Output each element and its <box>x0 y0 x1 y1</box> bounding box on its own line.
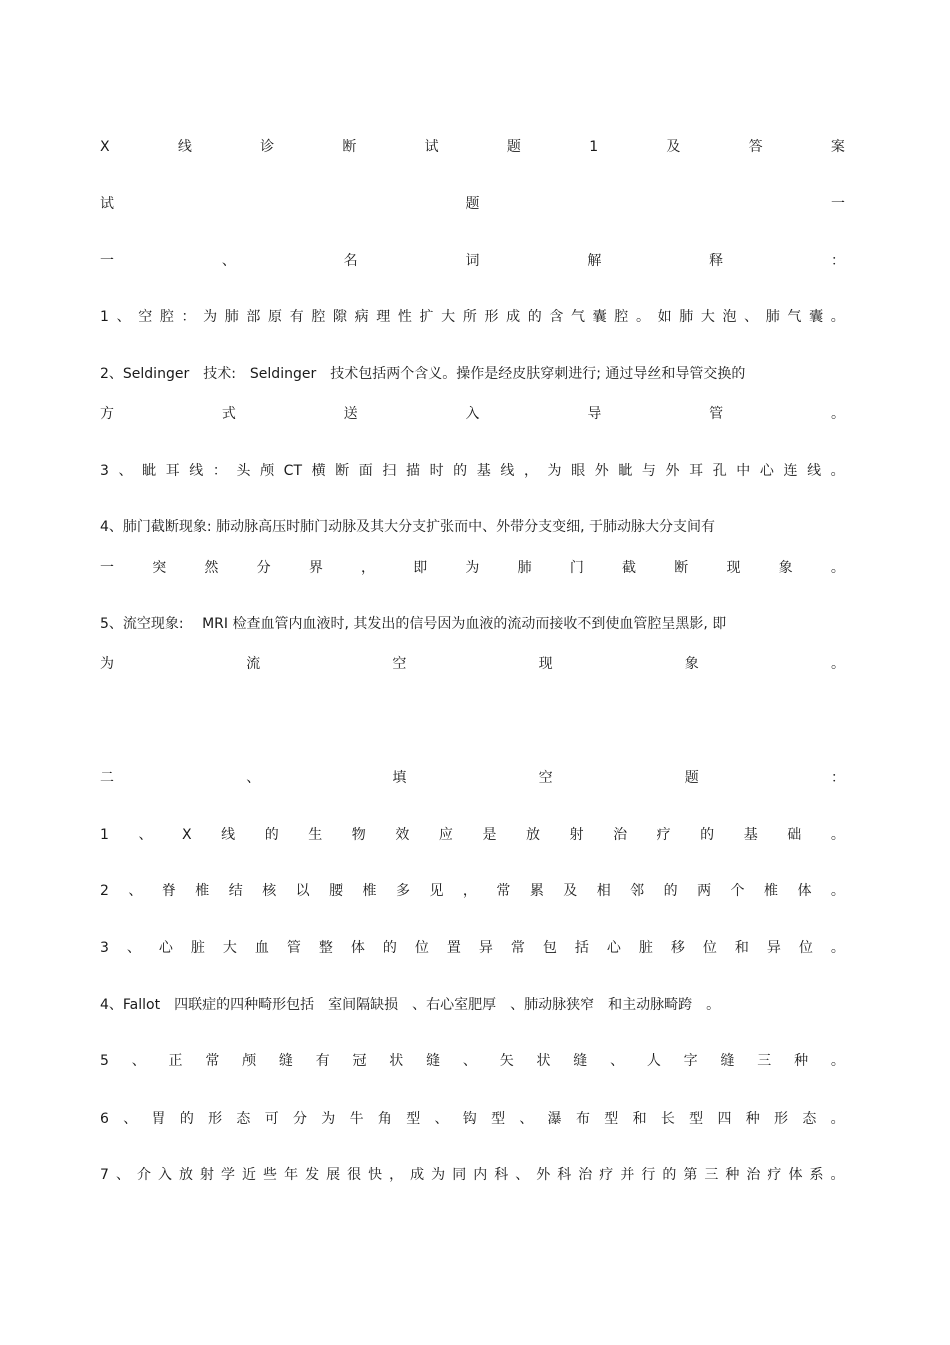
text-char: 空 <box>538 770 553 786</box>
text-char: 管 <box>709 406 724 422</box>
text-char: 核 <box>262 883 277 899</box>
text-char: 可 <box>264 1111 279 1127</box>
text-char: 础 <box>787 827 802 843</box>
text-char: 和 <box>734 940 749 956</box>
text-char: 描 <box>405 463 420 479</box>
text-char: 答 <box>748 139 763 155</box>
text-char: 的 <box>663 883 678 899</box>
text-char: 应 <box>438 827 453 843</box>
text-char: 词 <box>465 253 480 269</box>
text-char: 大 <box>700 309 715 325</box>
text-char: 为 <box>321 1111 336 1127</box>
text-char: 。 <box>830 827 845 843</box>
text-char: 界 <box>308 560 323 576</box>
text-char: 空 <box>138 309 153 325</box>
text-char: 生 <box>308 827 323 843</box>
text-char: 放 <box>525 827 540 843</box>
text-char: 种 <box>725 1167 740 1183</box>
text-char: 置 <box>446 940 461 956</box>
text-char: 射 <box>569 827 584 843</box>
text-char: 外 <box>594 463 609 479</box>
text-char: 异 <box>478 940 493 956</box>
text-char: 成 <box>410 1167 425 1183</box>
text-char: 、 <box>131 1053 146 1069</box>
fill-item-5 <box>100 1051 845 1071</box>
text-char: 脊 <box>161 883 176 899</box>
text-char: ， <box>523 463 538 479</box>
text-char: 题 <box>684 770 699 786</box>
text-char: 6 <box>100 1111 109 1127</box>
text-char: 线 <box>177 139 192 155</box>
text-char: 治 <box>578 1167 593 1183</box>
text-char: 解 <box>587 253 602 269</box>
text-char: 形 <box>774 1111 789 1127</box>
text-char: 的 <box>662 1167 677 1183</box>
text-char: 1 <box>589 139 599 155</box>
text-char: 形 <box>484 309 499 325</box>
text-char: 物 <box>351 827 366 843</box>
text-char: 科 <box>557 1167 572 1183</box>
text-char: 缝 <box>426 1053 441 1069</box>
text-char: 、 <box>128 883 143 899</box>
text-char: ， <box>389 1167 404 1183</box>
text-char: 试 <box>100 196 114 212</box>
text-char: 、 <box>434 1111 449 1127</box>
text-char: 常 <box>496 883 511 899</box>
text-char: 含 <box>549 309 564 325</box>
text-char: 椎 <box>763 883 778 899</box>
text-char: 入 <box>465 406 480 422</box>
text-char: 释 <box>709 253 724 269</box>
text-char: 原 <box>268 309 283 325</box>
text-char: 即 <box>413 560 428 576</box>
text-char: 线 <box>500 463 515 479</box>
text-char: 、 <box>221 253 236 269</box>
text-char: 缝 <box>573 1053 588 1069</box>
text-char: 、 <box>115 1167 130 1183</box>
text-char: 发 <box>305 1167 320 1183</box>
text-char: 冠 <box>352 1053 367 1069</box>
text-char: 题 <box>506 139 521 155</box>
text-char: 介 <box>136 1167 151 1183</box>
text-char: 填 <box>392 770 407 786</box>
text-char: 为 <box>547 463 562 479</box>
fill-item-7 <box>100 1165 845 1185</box>
text-char: 常 <box>510 940 525 956</box>
text-char: 体 <box>797 883 812 899</box>
text-char: 人 <box>646 1053 661 1069</box>
text-char: 型 <box>604 1111 619 1127</box>
text-char: 异 <box>766 940 781 956</box>
text-char: 心 <box>606 940 621 956</box>
text-char: 内 <box>473 1167 488 1183</box>
text-char: 效 <box>395 827 410 843</box>
text-char: 些 <box>263 1167 278 1183</box>
text-char: 矢 <box>499 1053 514 1069</box>
text-char: ： <box>830 770 845 786</box>
text-char: 为 <box>465 560 480 576</box>
text-char: 颅 <box>260 463 275 479</box>
text-char: 血 <box>254 940 269 956</box>
text-char: 、 <box>610 1053 625 1069</box>
text-char: 二 <box>100 770 114 786</box>
text-char: 和 <box>632 1111 647 1127</box>
fill-item-2 <box>100 881 845 901</box>
text-char: 个 <box>730 883 745 899</box>
text-char: 成 <box>506 309 521 325</box>
text-char: 1 <box>100 309 109 325</box>
text-char: 管 <box>286 940 301 956</box>
text-char: 射 <box>200 1167 214 1183</box>
text-char: 连 <box>783 463 798 479</box>
text-char: ： <box>212 463 227 479</box>
text-char: 的 <box>264 827 279 843</box>
text-char: 。 <box>830 406 845 422</box>
text-char: 同 <box>452 1167 467 1183</box>
doc-title <box>100 137 845 157</box>
text-char: 时 <box>429 463 444 479</box>
text-char: ， <box>361 560 376 576</box>
text-char: 一 <box>100 560 114 576</box>
text-char: 泡 <box>722 309 737 325</box>
text-char: 的 <box>179 1111 194 1127</box>
text-char: 空 <box>392 656 407 672</box>
text-char: 钩 <box>462 1111 477 1127</box>
text-char: 并 <box>620 1167 635 1183</box>
text-char: 有 <box>289 309 304 325</box>
text-char: 学 <box>221 1167 236 1183</box>
text-char: 整 <box>318 940 333 956</box>
text-char: 治 <box>613 827 628 843</box>
text-char: 腔 <box>311 309 326 325</box>
text-char: 位 <box>798 940 813 956</box>
text-char: 三 <box>757 1053 772 1069</box>
text-char: 快 <box>368 1167 383 1183</box>
text-char: 。 <box>830 656 845 672</box>
text-char: 展 <box>326 1167 341 1183</box>
text-char: 括 <box>574 940 589 956</box>
term-item-4: 4、肺门截断现象: 肺动脉高压时肺门动脉及其大分支扩张而中、外带分支变细, 于肺动脉大分支间有 <box>100 519 715 535</box>
text-char: 肺 <box>679 309 694 325</box>
text-char: 囊 <box>809 309 824 325</box>
term-item-4-cont <box>100 558 845 578</box>
text-char: 累 <box>529 883 544 899</box>
text-char: 入 <box>157 1167 172 1183</box>
text-char: 眦 <box>618 463 633 479</box>
text-char: 种 <box>745 1111 760 1127</box>
text-char: 结 <box>228 883 243 899</box>
text-char: 线 <box>807 463 822 479</box>
text-char: 头 <box>236 463 251 479</box>
text-char: X <box>182 827 192 843</box>
text-char: 放 <box>178 1167 193 1183</box>
text-char: 、 <box>515 1167 530 1183</box>
text-char: 基 <box>743 827 758 843</box>
text-char: 三 <box>704 1167 719 1183</box>
text-char: CT <box>283 463 302 479</box>
text-char: 以 <box>295 883 310 899</box>
text-char: 型 <box>406 1111 421 1127</box>
fill-item-6 <box>100 1109 845 1129</box>
text-char: 一 <box>100 253 114 269</box>
text-char: 突 <box>152 560 167 576</box>
text-char: 气 <box>571 309 586 325</box>
text-char: 腔 <box>614 309 629 325</box>
text-char: 流 <box>246 656 261 672</box>
text-char: 。 <box>830 463 845 479</box>
text-char: 外 <box>665 463 680 479</box>
text-char: 字 <box>683 1053 698 1069</box>
section2-heading <box>100 768 845 788</box>
text-char: 基 <box>476 463 491 479</box>
text-char: 肺 <box>517 560 532 576</box>
text-char: 扩 <box>419 309 434 325</box>
text-char: 门 <box>569 560 584 576</box>
text-char: 、 <box>744 309 759 325</box>
text-char: 布 <box>575 1111 590 1127</box>
text-char: 为 <box>100 656 114 672</box>
text-char: 现 <box>726 560 741 576</box>
text-char: 体 <box>350 940 365 956</box>
text-char: 邻 <box>630 883 645 899</box>
text-char: 部 <box>246 309 261 325</box>
text-char: 缝 <box>720 1053 735 1069</box>
term-item-3 <box>100 461 845 481</box>
text-char: 眼 <box>571 463 586 479</box>
text-char: ， <box>462 883 477 899</box>
text-char: 。 <box>635 309 650 325</box>
text-char: 象 <box>778 560 793 576</box>
term-item-1 <box>100 307 845 327</box>
text-char: 形 <box>208 1111 223 1127</box>
text-char: 的 <box>453 463 468 479</box>
text-char: 疗 <box>656 827 671 843</box>
text-char: 型 <box>689 1111 704 1127</box>
text-char: 肺 <box>765 309 780 325</box>
text-char: 及 <box>563 883 578 899</box>
text-char: 方 <box>100 406 114 422</box>
text-char: 眦 <box>142 463 157 479</box>
text-char: 多 <box>396 883 410 899</box>
text-char: 面 <box>358 463 373 479</box>
text-char: 、 <box>123 1111 138 1127</box>
text-char: 状 <box>389 1053 404 1069</box>
text-char: 然 <box>204 560 219 576</box>
text-char: 、 <box>462 1053 477 1069</box>
term-item-5-cont <box>100 654 845 674</box>
text-char: 。 <box>830 1053 845 1069</box>
text-char: 治 <box>746 1167 761 1183</box>
text-char: 题 <box>465 196 480 212</box>
text-char: 如 <box>657 309 672 325</box>
text-char: 、 <box>126 940 141 956</box>
text-char: 大 <box>222 940 237 956</box>
text-char: 截 <box>622 560 637 576</box>
text-char: 胃 <box>151 1111 166 1127</box>
text-char: ： <box>181 309 196 325</box>
text-char: 。 <box>830 309 845 325</box>
text-char: 颅 <box>242 1053 257 1069</box>
term-item-2-cont <box>100 404 845 424</box>
text-char: 7 <box>100 1167 109 1183</box>
text-char: 见 <box>429 883 444 899</box>
text-char: 一 <box>831 196 845 212</box>
text-char: 隙 <box>332 309 347 325</box>
text-char: 横 <box>311 463 326 479</box>
text-char: 椎 <box>195 883 210 899</box>
text-char: 、 <box>116 309 131 325</box>
text-char: 。 <box>830 1167 845 1183</box>
text-char: 耳 <box>165 463 180 479</box>
text-char: 断 <box>342 139 357 155</box>
text-char: 腔 <box>159 309 174 325</box>
text-char: 位 <box>414 940 429 956</box>
text-char: 诊 <box>260 139 275 155</box>
text-char: 1 <box>100 827 109 843</box>
text-char: 式 <box>221 406 236 422</box>
text-char: 外 <box>536 1167 551 1183</box>
text-char: 中 <box>736 463 751 479</box>
text-char: 常 <box>205 1053 220 1069</box>
text-char: 线 <box>221 827 236 843</box>
text-char: 心 <box>158 940 173 956</box>
text-char: 试 <box>424 139 439 155</box>
text-char: 。 <box>830 940 845 956</box>
text-char: 长 <box>660 1111 675 1127</box>
text-char: 的 <box>700 827 715 843</box>
doc-subtitle <box>100 194 845 214</box>
text-char: 与 <box>641 463 656 479</box>
text-char: 名 <box>343 253 358 269</box>
text-char: 分 <box>256 560 271 576</box>
text-char: 相 <box>596 883 611 899</box>
fill-item-1 <box>100 825 845 845</box>
text-char: 年 <box>284 1167 299 1183</box>
text-char: 种 <box>794 1053 809 1069</box>
fill-item-3 <box>100 938 845 958</box>
text-char: 。 <box>830 883 845 899</box>
text-char: 科 <box>494 1167 509 1183</box>
text-char: 牛 <box>349 1111 364 1127</box>
text-char: 、 <box>138 827 153 843</box>
text-char: 正 <box>168 1053 183 1069</box>
text-char: 耳 <box>689 463 704 479</box>
text-char: 导 <box>587 406 602 422</box>
text-char: 包 <box>542 940 557 956</box>
text-char: 有 <box>315 1053 330 1069</box>
text-char: 很 <box>347 1167 362 1183</box>
text-char: 的 <box>527 309 542 325</box>
text-char: 送 <box>343 406 358 422</box>
text-char: 角 <box>377 1111 392 1127</box>
text-char: 3 <box>100 940 109 956</box>
text-char: 3 <box>100 463 109 479</box>
text-char: 移 <box>670 940 685 956</box>
term-item-5: 5、流空现象: MRI 检查血管内血液时, 其发出的信号因为血液的流动而接收不到使血管腔呈黑影, 即 <box>100 616 727 632</box>
text-char: 心 <box>759 463 774 479</box>
text-char: 态 <box>236 1111 251 1127</box>
text-char: 行 <box>641 1167 656 1183</box>
text-char: 。 <box>830 1111 845 1127</box>
text-char: X <box>100 139 110 155</box>
text-char: 及 <box>666 139 681 155</box>
text-char: 2 <box>100 883 109 899</box>
text-char: 椎 <box>362 883 377 899</box>
text-char: 脏 <box>190 940 205 956</box>
text-char: 现 <box>538 656 553 672</box>
text-char: 囊 <box>592 309 607 325</box>
text-char: 大 <box>441 309 456 325</box>
text-char: 象 <box>684 656 699 672</box>
text-char: 第 <box>683 1167 698 1183</box>
fill-item-4: 4、Fallot 四联症的四种畸形包括 室间隔缺损 、右心室肥厚 、肺动脉狭窄 和主动脉畸跨 。 <box>100 997 721 1013</box>
text-char: 、 <box>246 770 261 786</box>
text-char: 脏 <box>638 940 653 956</box>
text-char: 性 <box>397 309 412 325</box>
text-char: 缝 <box>278 1053 293 1069</box>
text-char: 体 <box>788 1167 803 1183</box>
text-char: 位 <box>702 940 717 956</box>
text-char: 腰 <box>329 883 344 899</box>
section1-heading <box>100 251 845 271</box>
text-char: 疗 <box>599 1167 614 1183</box>
text-char: 断 <box>335 463 350 479</box>
text-char: 、 <box>118 463 133 479</box>
text-char: 孔 <box>712 463 727 479</box>
text-char: 为 <box>203 309 218 325</box>
text-char: 系 <box>809 1167 824 1183</box>
text-char: 线 <box>189 463 204 479</box>
text-char: 型 <box>491 1111 506 1127</box>
text-char: 两 <box>697 883 712 899</box>
text-char: 的 <box>382 940 397 956</box>
text-char: 案 <box>830 139 845 155</box>
text-char: ： <box>830 253 845 269</box>
text-char: 四 <box>717 1111 732 1127</box>
text-char: 瀑 <box>547 1111 562 1127</box>
text-char: 。 <box>830 560 845 576</box>
text-char: 断 <box>674 560 689 576</box>
text-char: 为 <box>431 1167 446 1183</box>
text-char: 近 <box>242 1167 257 1183</box>
text-char: 扫 <box>382 463 397 479</box>
text-char: 分 <box>293 1111 307 1127</box>
text-char: 气 <box>787 309 802 325</box>
text-char: 5 <box>100 1053 109 1069</box>
text-char: 疗 <box>767 1167 782 1183</box>
text-char: 、 <box>519 1111 534 1127</box>
text-char: 肺 <box>224 309 239 325</box>
text-char: 所 <box>462 309 477 325</box>
text-char: 状 <box>536 1053 551 1069</box>
term-item-2: 2、Seldinger 技术: Seldinger 技术包括两个含义。操作是经皮肤穿刺进行; 通过导丝和导管交换的 <box>100 366 746 382</box>
text-char: 理 <box>376 309 391 325</box>
text-char: 病 <box>354 309 369 325</box>
text-char: 态 <box>802 1111 817 1127</box>
text-char: 是 <box>482 827 497 843</box>
